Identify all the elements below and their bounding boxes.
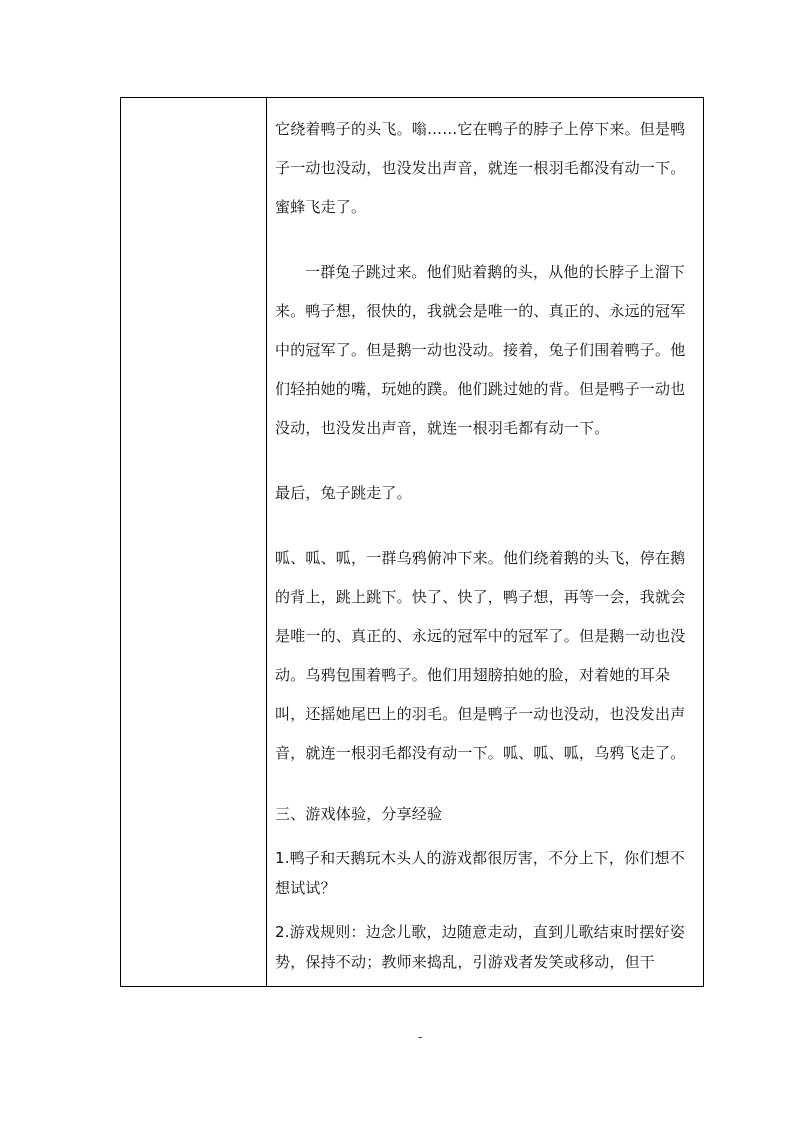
table-left-cell <box>121 98 267 986</box>
story-paragraph-rabbits: 一群兔子跳过来。他们贴着鹅的头，从他的长脖子上溜下来。鸭子想，很快的，我就会是唯一的、真正的、永远的冠军中的冠军了。但是鹅一动也没动。接着，兔子们围着鸭子。他们轻拍她的嘴，玩她的蹼。他们跳过她的背。但是鸭子一动也没动，也没发出声音，就连一根羽毛都有动一下。 <box>275 263 686 437</box>
story-paragraph-rabbits-leave: 最后，兔子跳走了。 <box>275 484 412 502</box>
section-heading: 三、游戏体验，分享经验 <box>275 805 443 823</box>
cell-content <box>275 110 695 977</box>
list-item-1: 1.鸭子和天鹅玩木头人的游戏都很厉害，不分上下，你们想不想试试？ <box>275 849 685 897</box>
page-mark: - <box>418 1030 423 1044</box>
lesson-table <box>120 97 704 987</box>
table-right-cell <box>267 98 704 986</box>
list-item-2: 2.游戏规则：边念儿歌，边随意走动，直到儿歌结束时摆好姿势，保持不动；教师来捣乱，引游戏者发笑或移动，但干 <box>275 923 685 971</box>
story-paragraph-bee: 它绕着鸭子的头飞。嗡……它在鸭子的脖子上停下来。但是鸭子一动也没动，也没发出声音，就连一根羽毛都没有动一下。蜜蜂飞走了。 <box>275 120 686 216</box>
story-paragraph-crows: 呱、呱、呱，一群乌鸦俯冲下来。他们绕着鹅的头飞，停在鹅的背上，跳上跳下。快了、快了，鸭子想，再等一会，我就会是唯一的、真正的、永远的冠军中的冠军了。但是鹅一动也没动。乌鸦包围着鸭子。他们用翅膀拍她的脸，对着她的耳朵叫，还摇她尾巴上的羽毛。但是鸭子一动也没动，也没发出声音，就连一根羽毛都没有动一下。呱、呱、呱，乌鸦飞走了。 <box>275 549 686 762</box>
